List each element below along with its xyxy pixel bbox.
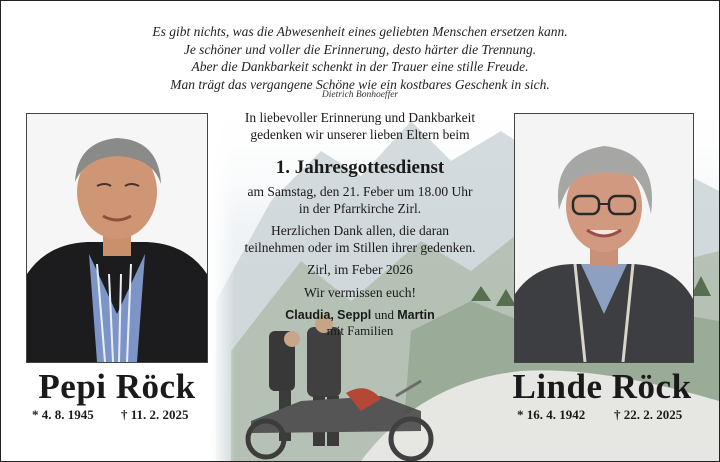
- portrait-linde: [514, 113, 694, 363]
- quote: [1, 23, 719, 93]
- quote-line: Je schöner und voller die Erinnerung, desto härter die Trennung.: [183, 41, 537, 57]
- family-and: und: [374, 307, 394, 322]
- family-name: Claudia,: [285, 308, 334, 322]
- birth-date-linde: * 16. 4. 1942: [517, 407, 586, 422]
- name-linde: Linde Röck: [512, 367, 692, 406]
- family-suffix: mit Familien: [326, 323, 394, 338]
- death-date-linde: † 22. 2. 2025: [614, 407, 683, 422]
- quote-author: Dietrich Bonhoeffer: [321, 90, 399, 100]
- death-date-pepi: † 11. 2. 2025: [121, 407, 189, 422]
- intro-line: gedenken wir unserer lieben Eltern beim: [250, 127, 470, 142]
- intro-line: In liebevoller Erinnerung und Dankbarkeit: [244, 110, 476, 125]
- name-pepi: Pepi Röck: [38, 367, 196, 406]
- family-name: Martin: [397, 308, 435, 322]
- event-when-line: am Samstag, den 21. Feber um 18.00 Uhr: [247, 184, 473, 199]
- family-name: Seppl: [337, 308, 372, 322]
- announcement-title: 1. Jahresgottesdienst: [275, 157, 445, 178]
- families: [226, 307, 494, 339]
- event-when: [226, 184, 494, 217]
- announcement: [226, 109, 494, 339]
- miss-you: Wir vermissen euch!: [304, 284, 416, 300]
- event-when-line: in der Pfarrkirche Zirl.: [298, 200, 422, 216]
- thanks-line: Herzlichen Dank allen, die daran: [270, 223, 450, 238]
- birth-date-pepi: * 4. 8. 1945: [32, 407, 94, 422]
- thanks-line: teilnehmen oder im Stillen ihrer gedenken.: [244, 239, 476, 255]
- quote-line: Aber die Dankbarkeit schenkt in der Trauer eine stille Freude.: [191, 59, 529, 74]
- portrait-pepi: [26, 113, 208, 363]
- quote-line: Man trägt das vergangene Schöne wie ein kostbares Geschenk in sich.: [170, 76, 550, 92]
- quote-line: Es gibt nichts, was die Abwesenheit eines geliebten Menschen ersetzen kann.: [152, 24, 568, 39]
- thanks: [226, 223, 494, 256]
- place-date: Zirl, im Feber 2026: [307, 262, 413, 277]
